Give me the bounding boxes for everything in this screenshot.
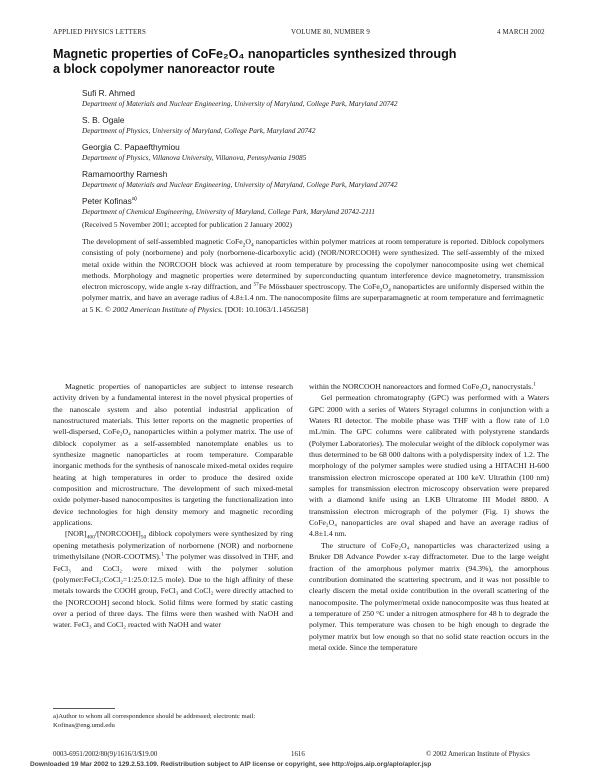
body-text: diblock copolymers were synthesized by ring opening metathesis polymerization of norbornene (NOR) and norbornene trimethylsilane (NOR-COOTMS).: [53, 529, 293, 562]
corresponding-author: [82, 196, 137, 206]
received-dates: (Received 5 November 2001; accepted for publication 2 January 2002): [82, 220, 292, 229]
body-text: [NOR]: [65, 529, 87, 539]
isotope-superscript: 57: [253, 281, 259, 288]
author-name: S. B. Ogale: [82, 115, 125, 125]
download-notice: Downloaded 19 Mar 2002 to 129.2.53.109. Redistribution subject to AIP license or copyright, see http://ojps.aip.org/aplo/aplcr.jsp: [30, 761, 432, 768]
body-text: within the NORCOOH nanoreactors and formed CoFe₂O₄ nanocrystals.: [309, 382, 534, 391]
reference-mark: 1: [533, 381, 536, 388]
author-name: Sufi R. Ahmed: [82, 88, 136, 98]
author-name: Peter Kofinas: [82, 196, 132, 206]
volume-number: VOLUME 80, NUMBER 9: [291, 29, 371, 36]
subscript: 4: [251, 242, 254, 249]
body-paragraph: The structure of CoFe₂O₄ nanoparticles was characterized using a Bruker D8 Advance Powder x-ray diffractometer. Due to the large weight fraction of the amorphous polymer matrix (94.3%), the amorphous contribution dominated the scattering spectrum, and it was not possible to clearly discern the metal oxide contribution in the overall scattering of the nanocomposite. The polymer/metal oxide nanocomposite was thus heated at a temperature of 250 °C under a nitrogen atmosphere for 48 h to degrade the polymer. This temperature was chosen to be high enough to degrade the polymer matrix but low enough so that no solid state reaction occurs in the metal oxide. Since the temperature: [309, 540, 549, 652]
body-text: The polymer was dissolved in THF, and FeCl₃ and CoCl₂ were mixed with the polymer solution (polymer:FeCl₃:CoCl₂=1:25.0:12.5 mole). Due to the high affinity of these metals towards the COOH group, FeCl₃ and CoCl₂ were directly attached to the [NORCOOH] second block. Solid films were formed by static casting over a period of three days. The films were then washed with NaOH and water. FeCl₃ and CoCl₂ reacted with NaOH and water: [53, 552, 293, 630]
journal-name: APPLIED PHYSICS LETTERS: [53, 29, 147, 36]
abstract-text: The development of self-assembled magnetic CoFe: [82, 237, 243, 246]
subscript: 50: [140, 535, 147, 542]
issue-date: 4 MARCH 2002: [497, 29, 545, 36]
subscript: 400: [86, 535, 95, 542]
article-code: 0003-6951/2002/80(9)/1616/3/$19.00: [53, 751, 158, 758]
author-affiliation: Department of Physics, University of Maryland, College Park, Maryland 20742: [82, 126, 316, 135]
title-line-2: a block copolymer nanoreactor route: [53, 61, 275, 76]
abstract-text: nanoparticles within polymer matrices at room temperature is reported. Diblock copolymers consisting of poly (norbornene) and poly (norbornene-dicarboxylic acid) (NOR/NORCOOH) were synthesized. The self-assembly of the mixed metal oxide within the NORCOOH block was achieved at room temperature by processing the copolymer nanocomposite using wet chemical methods. Morphology and magnetic properties were determined by superconducting quantum interference device magnetometry, transmission electron microscopy, wide angle x-ray diffraction, and: [82, 237, 544, 292]
abstract: The development of self-assembled magnetic $CoFe_2O_4$ nanoparticles within polymer matrices at room temperature is reported. Diblock copolymers consisting of poly (norbornene) and poly (norbornene-dicarboxylic acid) (NOR/NORCOOH) were synthesized. The self-assembly of the mixed metal oxide within the NORCOOH block was achieved at room temperature by processing the copolymer nanocomposite using wet chemical methods. Morphology and magnetic properties were determined by superconducting quantum interference device magnetometry, transmission electron microscopy, wide angle x-ray diffraction, and $^{57}$Fe Mössbauer spectroscopy. The $CoFe_2O_4$ nanoparticles are uniformly dispersed within the polymer matrix, and have an average radius of 4.8±1.4 nm. The nanocomposite films are superparamagnetic at room temperature and ferrimagnetic at 5 K. © 2002 American Institute of Physics. [DOI: 10.1063/1.1456258]: [82, 237, 544, 314]
author-affiliation: Department of Physics, Villanova University, Villanova, Pennsylvania 19085: [82, 153, 307, 162]
abstract-text: Fe Mössbauer spectroscopy. The CoFe: [258, 282, 380, 292]
publisher-copyright: © 2002 American Institute of Physics: [426, 751, 530, 758]
right-column: [309, 381, 549, 653]
author-name: Ramamoorthy Ramesh: [82, 169, 168, 179]
doi: [DOI: 10.1063/1.1456258]: [224, 304, 309, 314]
author-affiliation: Department of Materials and Nuclear Engineering, University of Maryland, College Park, Maryland 20742: [82, 99, 398, 108]
footnote-mark: a): [131, 196, 137, 203]
subscript: 2: [242, 242, 246, 249]
body-paragraph: [309, 381, 549, 392]
subscript: 2: [379, 287, 383, 294]
author-name: Georgia C. Papaefthymiou: [82, 142, 180, 152]
abstract-text: nanoparticles are uniformly dispersed within the polymer matrix, and have an average radius of 4.8±1.4 nm. The nanocomposite films are superparamagnetic at room temperature and ferrimagnetic at 5 K.: [82, 282, 544, 314]
author-affiliation: Department of Materials and Nuclear Engineering, University of Maryland, College Park, Maryland 20742: [82, 180, 398, 189]
author-affiliation: Department of Chemical Engineering, University of Maryland, College Park, Maryland 20742-2111: [82, 207, 375, 216]
article-title: [53, 47, 573, 76]
left-column: [53, 381, 293, 631]
subscript: 4: [388, 287, 391, 294]
footnote: a)Author to whom all correspondence should be addressed; electronic mail: Kofinas@eng.umd.edu: [53, 713, 256, 729]
body-paragraph: [53, 528, 293, 630]
body-paragraph: Magnetic properties of nanoparticles are subject to intense research activity driven by a fundamental interest in the novel physical properties of the nanoscale system and also potential industrial application of nanostructured materials. This letter reports on the magnetic properties of well-dispersed, CoFe₂O₄ nanoparticles within a polymer matrix. The use of diblock copolymer as a self-assembled nanotemplate enables us to synthesize magnetic nanoparticles at room temperature. Comparable inorganic methods for the synthesis of nanoscale mixed-metal oxides require heating at high temperatures in order to produce the desired oxide composition and microstructure. The development of such mixed-metal oxide polymer-based nanocomposites is targeting the functionalization into device technologies for high density memory and magnetic recording applications.: [53, 382, 293, 528]
page-number: 1616: [291, 751, 305, 758]
footnote-rule: [53, 708, 115, 709]
copyright-notice: © 2002 American Institute of Physics.: [104, 304, 223, 314]
title-line-1: Magnetic properties of CoFe₂O₄ nanoparticles synthesized through: [53, 47, 457, 61]
body-paragraph: Gel permeation chromatography (GPC) was performed with a Waters GPC 2000 with a series of Waters Styragel columns in conjunction with a Waters RI detector. The mobile phase was THF with a flow rate of 1.0 mL/min. The GPC columns were calibrated with polystyrene standards (Polymer Laboratories). The molecular weight of the diblock copolymer was thus determined to be 68 000 daltons with a polydispersity index of 1.2. The morphology of the polymer samples were studied using a HITACHI H-600 transmission electron microscope operated at 100 keV. Ultrathin (100 nm) samples for transmission electron microscopy observation were prepared with a diamond knife using an LKB Ultratome III Model 8800. A transmission electron micrograph of the polymer (Fig. 1) shows the CoFe₂O₄ nanoparticles are oval shaped and have an average radius of 4.8±1.4 nm.: [309, 393, 549, 539]
reference-mark: 1: [160, 551, 164, 558]
body-text: /[NORCOOH]: [94, 529, 141, 539]
